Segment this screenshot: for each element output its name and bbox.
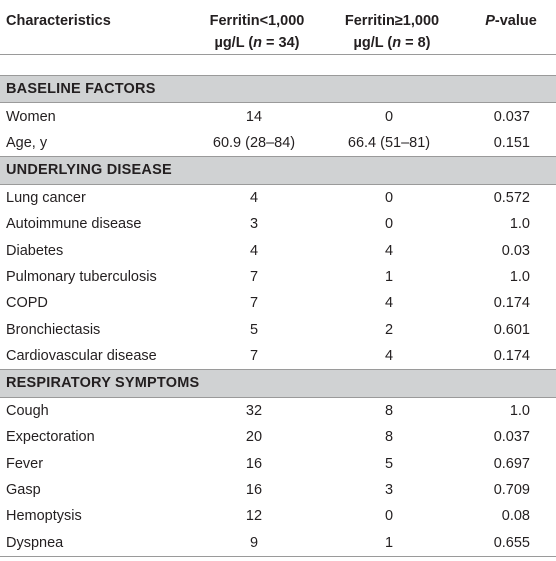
- section-header-row: [0, 370, 556, 397]
- table-row: [0, 211, 556, 237]
- table-body: [0, 76, 556, 557]
- cell-ferritin-low: 5: [249, 321, 259, 338]
- cell-ferritin-high: 5: [384, 455, 394, 472]
- cell-p-value: 0.601: [493, 321, 530, 338]
- cell-p-value: 0.174: [493, 348, 530, 365]
- cell-p-value: 0.655: [493, 534, 530, 551]
- table-header: [0, 0, 556, 55]
- section-header-row: [0, 157, 556, 184]
- cell-p-value: 0.037: [493, 108, 530, 125]
- row-label: Diabetes: [6, 242, 64, 259]
- row-label: Pulmonary tuberculosis: [6, 268, 157, 285]
- cell-ferritin-high: 66.4 (51–81): [347, 134, 431, 151]
- table-row: [0, 424, 556, 450]
- cell-ferritin-high: 3: [384, 482, 394, 499]
- table-row: [0, 503, 556, 529]
- cell-p-value: 0.174: [493, 295, 530, 312]
- cell-ferritin-low: 16: [245, 482, 263, 499]
- table-row: [0, 264, 556, 290]
- table-row: [0, 317, 556, 343]
- row-label: Cardiovascular disease: [6, 348, 157, 365]
- cell-ferritin-high: 1: [384, 268, 394, 285]
- cell-ferritin-low: 32: [245, 402, 263, 419]
- row-label: Hemoptysis: [6, 508, 82, 525]
- section-header-row: [0, 76, 556, 103]
- section-title: UNDERLYING DISEASE: [0, 157, 556, 184]
- table-row: [0, 477, 556, 503]
- cell-p-value: 0.03: [501, 242, 530, 259]
- cell-p-value: 1.0: [509, 402, 530, 419]
- table-row: [0, 343, 556, 370]
- row-label: Gasp: [6, 482, 41, 499]
- cell-ferritin-low: 20: [245, 429, 263, 446]
- cell-ferritin-high: 8: [384, 429, 394, 446]
- cell-p-value: 0.151: [493, 134, 530, 151]
- cell-ferritin-low: 12: [245, 508, 263, 525]
- cell-ferritin-low: 3: [249, 216, 259, 233]
- cell-ferritin-high: 0: [384, 216, 394, 233]
- cell-ferritin-low: 16: [245, 455, 263, 472]
- cell-p-value: 0.709: [493, 482, 530, 499]
- row-label: Dyspnea: [6, 534, 64, 551]
- table-row: [0, 397, 556, 424]
- table-row: [0, 530, 556, 557]
- header-ferritin-high: Ferritin≥1,000 µg/L (n = 8): [344, 13, 440, 51]
- row-label: Lung cancer: [6, 189, 86, 206]
- table-row: [0, 130, 556, 157]
- cell-ferritin-high: 2: [384, 321, 394, 338]
- header-ferritin-low: Ferritin<1,000 µg/L (n = 34): [209, 13, 305, 51]
- cell-ferritin-high: 4: [384, 295, 394, 312]
- spacer: [0, 55, 556, 76]
- cell-ferritin-low: 4: [249, 242, 259, 259]
- cell-p-value: 0.08: [501, 508, 530, 525]
- cell-ferritin-high: 1: [384, 534, 394, 551]
- row-label: Fever: [6, 455, 44, 472]
- cell-p-value: 0.572: [493, 189, 530, 206]
- cell-ferritin-high: 0: [384, 108, 394, 125]
- cell-p-value: 0.037: [493, 429, 530, 446]
- cell-ferritin-low: 7: [249, 295, 259, 312]
- cell-ferritin-high: 4: [384, 242, 394, 259]
- cell-ferritin-low: 9: [249, 534, 259, 551]
- section-title: RESPIRATORY SYMPTOMS: [0, 370, 556, 397]
- cell-ferritin-low: 4: [249, 189, 259, 206]
- row-label: COPD: [6, 295, 48, 312]
- table-row: [0, 290, 556, 316]
- header-characteristics: Characteristics: [6, 13, 111, 29]
- row-label: Expectoration: [6, 429, 95, 446]
- table-row: [0, 103, 556, 130]
- cell-p-value: 0.697: [493, 455, 530, 472]
- table-row: [0, 450, 556, 476]
- table-row: [0, 184, 556, 211]
- cell-ferritin-high: 4: [384, 348, 394, 365]
- cell-p-value: 1.0: [509, 216, 530, 233]
- row-label: Bronchiectasis: [6, 321, 101, 338]
- cell-ferritin-low: 7: [249, 348, 259, 365]
- header-p-value: P-value: [485, 13, 537, 29]
- row-label: Women: [6, 108, 56, 125]
- cell-ferritin-low: 7: [249, 268, 259, 285]
- cell-p-value: 1.0: [509, 268, 530, 285]
- row-label: Age, y: [6, 134, 48, 151]
- row-label: Autoimmune disease: [6, 216, 142, 233]
- cell-ferritin-low: 14: [245, 108, 263, 125]
- cell-ferritin-high: 8: [384, 402, 394, 419]
- cell-ferritin-high: 0: [384, 508, 394, 525]
- row-label: Cough: [6, 402, 49, 419]
- section-title: BASELINE FACTORS: [0, 76, 556, 103]
- cell-ferritin-high: 0: [384, 189, 394, 206]
- table-row: [0, 237, 556, 263]
- cell-ferritin-low: 60.9 (28–84): [212, 134, 296, 151]
